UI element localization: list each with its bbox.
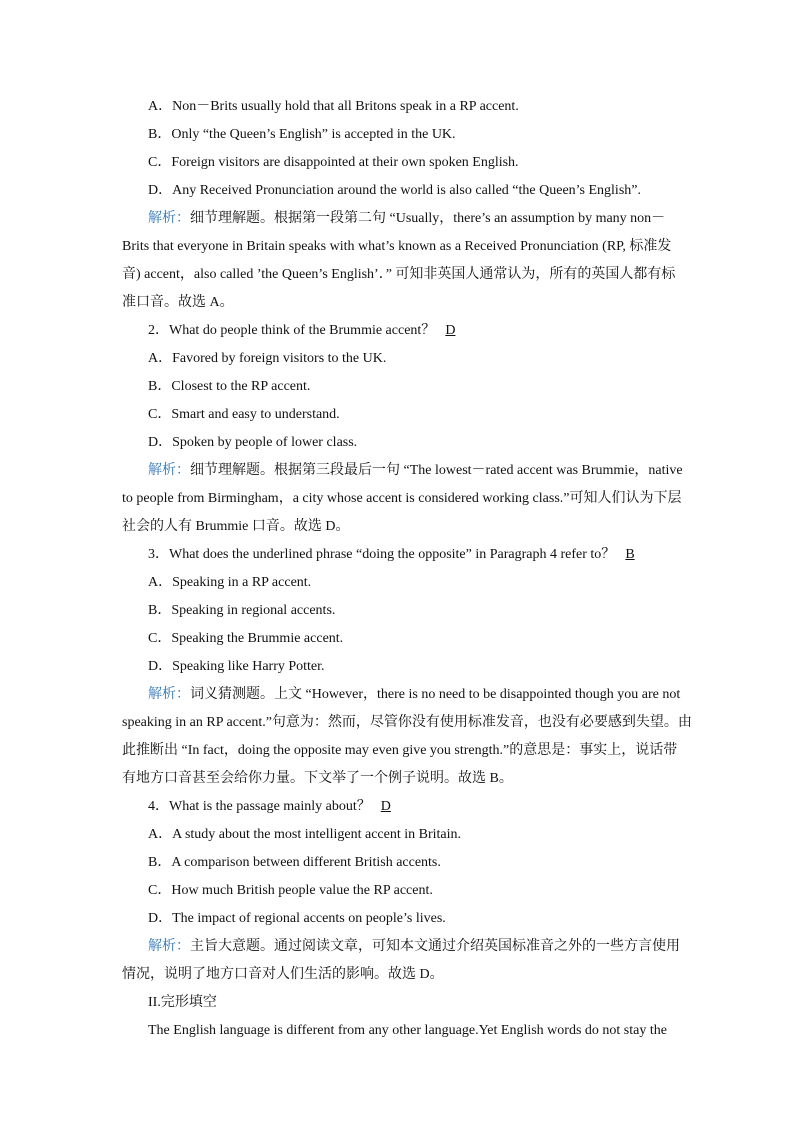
q4-option-d: D．The impact of regional accents on people’s lives. — [148, 911, 446, 926]
passage-first-line: The English language is different from any other language.Yet English words do not stay the — [148, 1023, 667, 1038]
q3-analysis-line: 解析：词义猜测题。上文 “However，there is no need to be disappointed though you are not — [148, 687, 681, 702]
q3-option-d: D．Speaking like Harry Potter. — [148, 659, 325, 674]
section-heading: II.完形填空 — [148, 995, 217, 1010]
q1-option-a: A．Non－Brits usually hold that all Britons speak in a RP accent. — [148, 99, 519, 114]
q3-question: 3．What does the underlined phrase “doing the opposite” in Paragraph 4 refer to？ B — [122, 541, 682, 569]
q2-option-b: B．Closest to the RP accent. — [148, 379, 311, 394]
q3-option-a: A．Speaking in a RP accent. — [148, 575, 312, 590]
q4-question: 4．What is the passage mainly about？ D — [122, 793, 682, 821]
q3-option-c: C．Speaking the Brummie accent. — [148, 631, 344, 646]
analysis-label: 解析： — [148, 463, 190, 478]
q1-option-c: C．Foreign visitors are disappointed at their own spoken English. — [148, 155, 519, 170]
analysis-label: 解析： — [148, 939, 190, 954]
q3-analysis-line: speaking in an RP accent.”句意为：然而，尽管你没有使用标准发音，也没有必要感到失望。由 — [122, 715, 692, 730]
q3-answer-blank: B — [625, 547, 635, 562]
q4-option-b: B．A comparison between different British accents. — [148, 855, 441, 870]
q2-option-c: C．Smart and easy to understand. — [148, 407, 340, 422]
q4-analysis-line: 情况，说明了地方口音对人们生活的影响。故选 D。 — [122, 967, 444, 982]
q3-analysis-line: 此推断出 “In fact，doing the opposite may even give you strength.”的意思是：事实上，说话带 — [122, 743, 678, 758]
q1-analysis-line: 音) accent，also called ’the Queen’s English’．” 可知非英国人通常认为，所有的英国人都有标 — [122, 267, 676, 282]
q2-option-d: D．Spoken by people of lower class. — [148, 435, 358, 450]
q1-analysis-line: 准口音。故选 A。 — [122, 295, 234, 310]
q1-analysis-line: 解析：细节理解题。根据第一段第二句 “Usually，there’s an assumption by many non－ — [148, 211, 666, 226]
q3-analysis-line: 有地方口音甚至会给你力量。下文举了一个例子说明。故选 B。 — [122, 771, 513, 786]
q4-answer-blank: D — [380, 799, 391, 814]
q2-analysis-line: to people from Birmingham，a city whose accent is considered working class.”可知人们认为下层 — [122, 491, 682, 506]
q2-option-a: A．Favored by foreign visitors to the UK. — [148, 351, 387, 366]
q4-option-c: C．How much British people value the RP accent. — [148, 883, 433, 898]
q1-option-d: D．Any Received Pronunciation around the world is also called “the Queen’s English”. — [148, 183, 641, 198]
analysis-label: 解析： — [148, 687, 190, 702]
analysis-label: 解析： — [148, 211, 190, 226]
q2-answer-blank: D — [445, 323, 456, 338]
q4-option-a: A．A study about the most intelligent accent in Britain. — [148, 827, 462, 842]
q1-option-b: B．Only “the Queen’s English” is accepted in the UK. — [148, 127, 456, 142]
q2-question: 2．What do people think of the Brummie accent？ D — [122, 317, 682, 345]
q1-analysis-line: Brits that everyone in Britain speaks with what’s known as a Received Pronunciation (RP, 标准发 — [122, 239, 672, 254]
q3-option-b: B．Speaking in regional accents. — [148, 603, 336, 618]
q4-analysis-line: 解析：主旨大意题。通过阅读文章，可知本文通过介绍英国标准音之外的一些方言使用 — [148, 939, 680, 954]
q2-analysis-line: 解析：细节理解题。根据第三段最后一句 “The lowest－rated accent was Brummie，native — [148, 463, 683, 478]
q2-analysis-line: 社会的人有 Brummie 口音。故选 D。 — [122, 519, 350, 534]
document-content — [122, 93, 692, 1045]
